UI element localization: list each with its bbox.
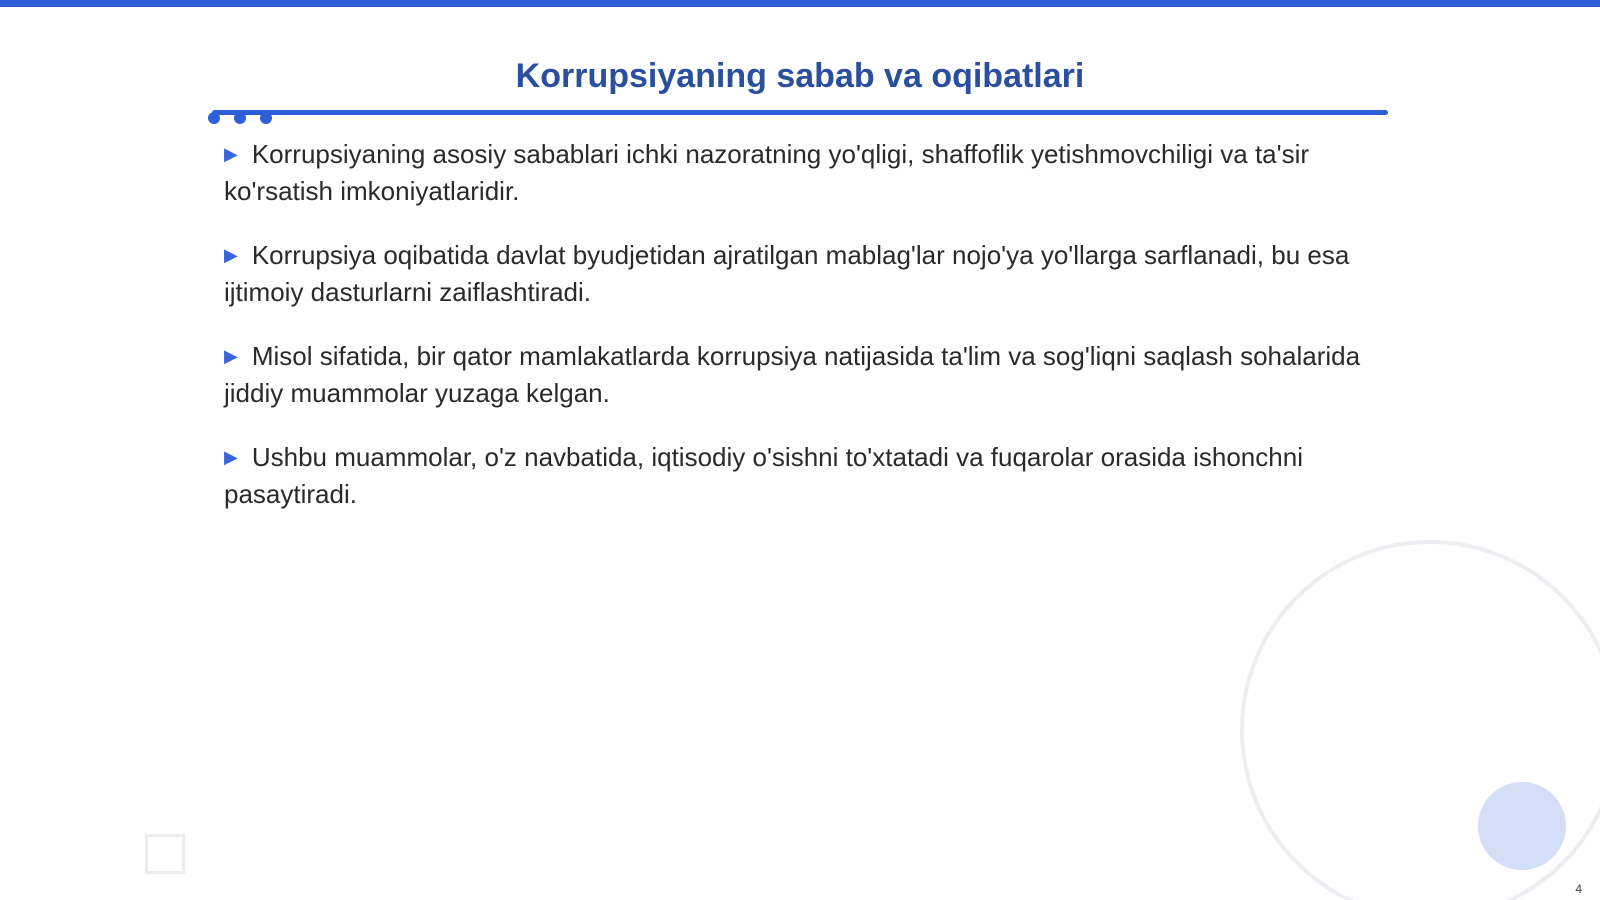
bullet-text: Ushbu muammolar, o'z navbatida, iqtisodiy o'sishni to'xtatadi va fuqarolar orasida ishonchni pasaytiradi. <box>224 442 1303 509</box>
bullet-text: Korrupsiyaning asosiy sabablari ichki nazoratning yo'qligi, shaffoflik yetishmovchiligi va ta'sir ko'rsatish imkoniyatlaridir. <box>224 139 1310 206</box>
decorative-circle-filled <box>1478 782 1566 870</box>
divider-dot <box>260 112 272 124</box>
play-arrow-icon: ▶ <box>224 447 238 467</box>
slide-title: Korrupsiyaning sabab va oqibatlari <box>515 57 1085 95</box>
title-divider <box>212 110 1388 115</box>
divider-dot <box>208 112 220 124</box>
bullet-item <box>224 338 1384 412</box>
play-arrow-icon: ▶ <box>224 245 238 265</box>
play-arrow-icon: ▶ <box>224 144 238 164</box>
bullet-item <box>224 439 1384 513</box>
play-arrow-icon: ▶ <box>224 346 238 366</box>
bullet-item <box>224 237 1384 311</box>
decorative-square <box>145 834 185 874</box>
bullet-text: Korrupsiya oqibatida davlat byudjetidan ajratilgan mablag'lar nojo'ya yo'llarga sarflanadi, bu esa ijtimoiy dasturlarni zaiflashtiradi. <box>224 240 1350 307</box>
bullet-item <box>224 136 1384 210</box>
divider-dot <box>234 112 246 124</box>
bullet-list <box>224 136 1384 540</box>
page-number: 4 <box>1575 882 1582 896</box>
top-accent-bar <box>0 0 1600 7</box>
bullet-text: Misol sifatida, bir qator mamlakatlarda korrupsiya natijasida ta'lim va sog'liqni saqlash sohalarida jiddiy muammolar yuzaga kelgan. <box>224 341 1361 408</box>
